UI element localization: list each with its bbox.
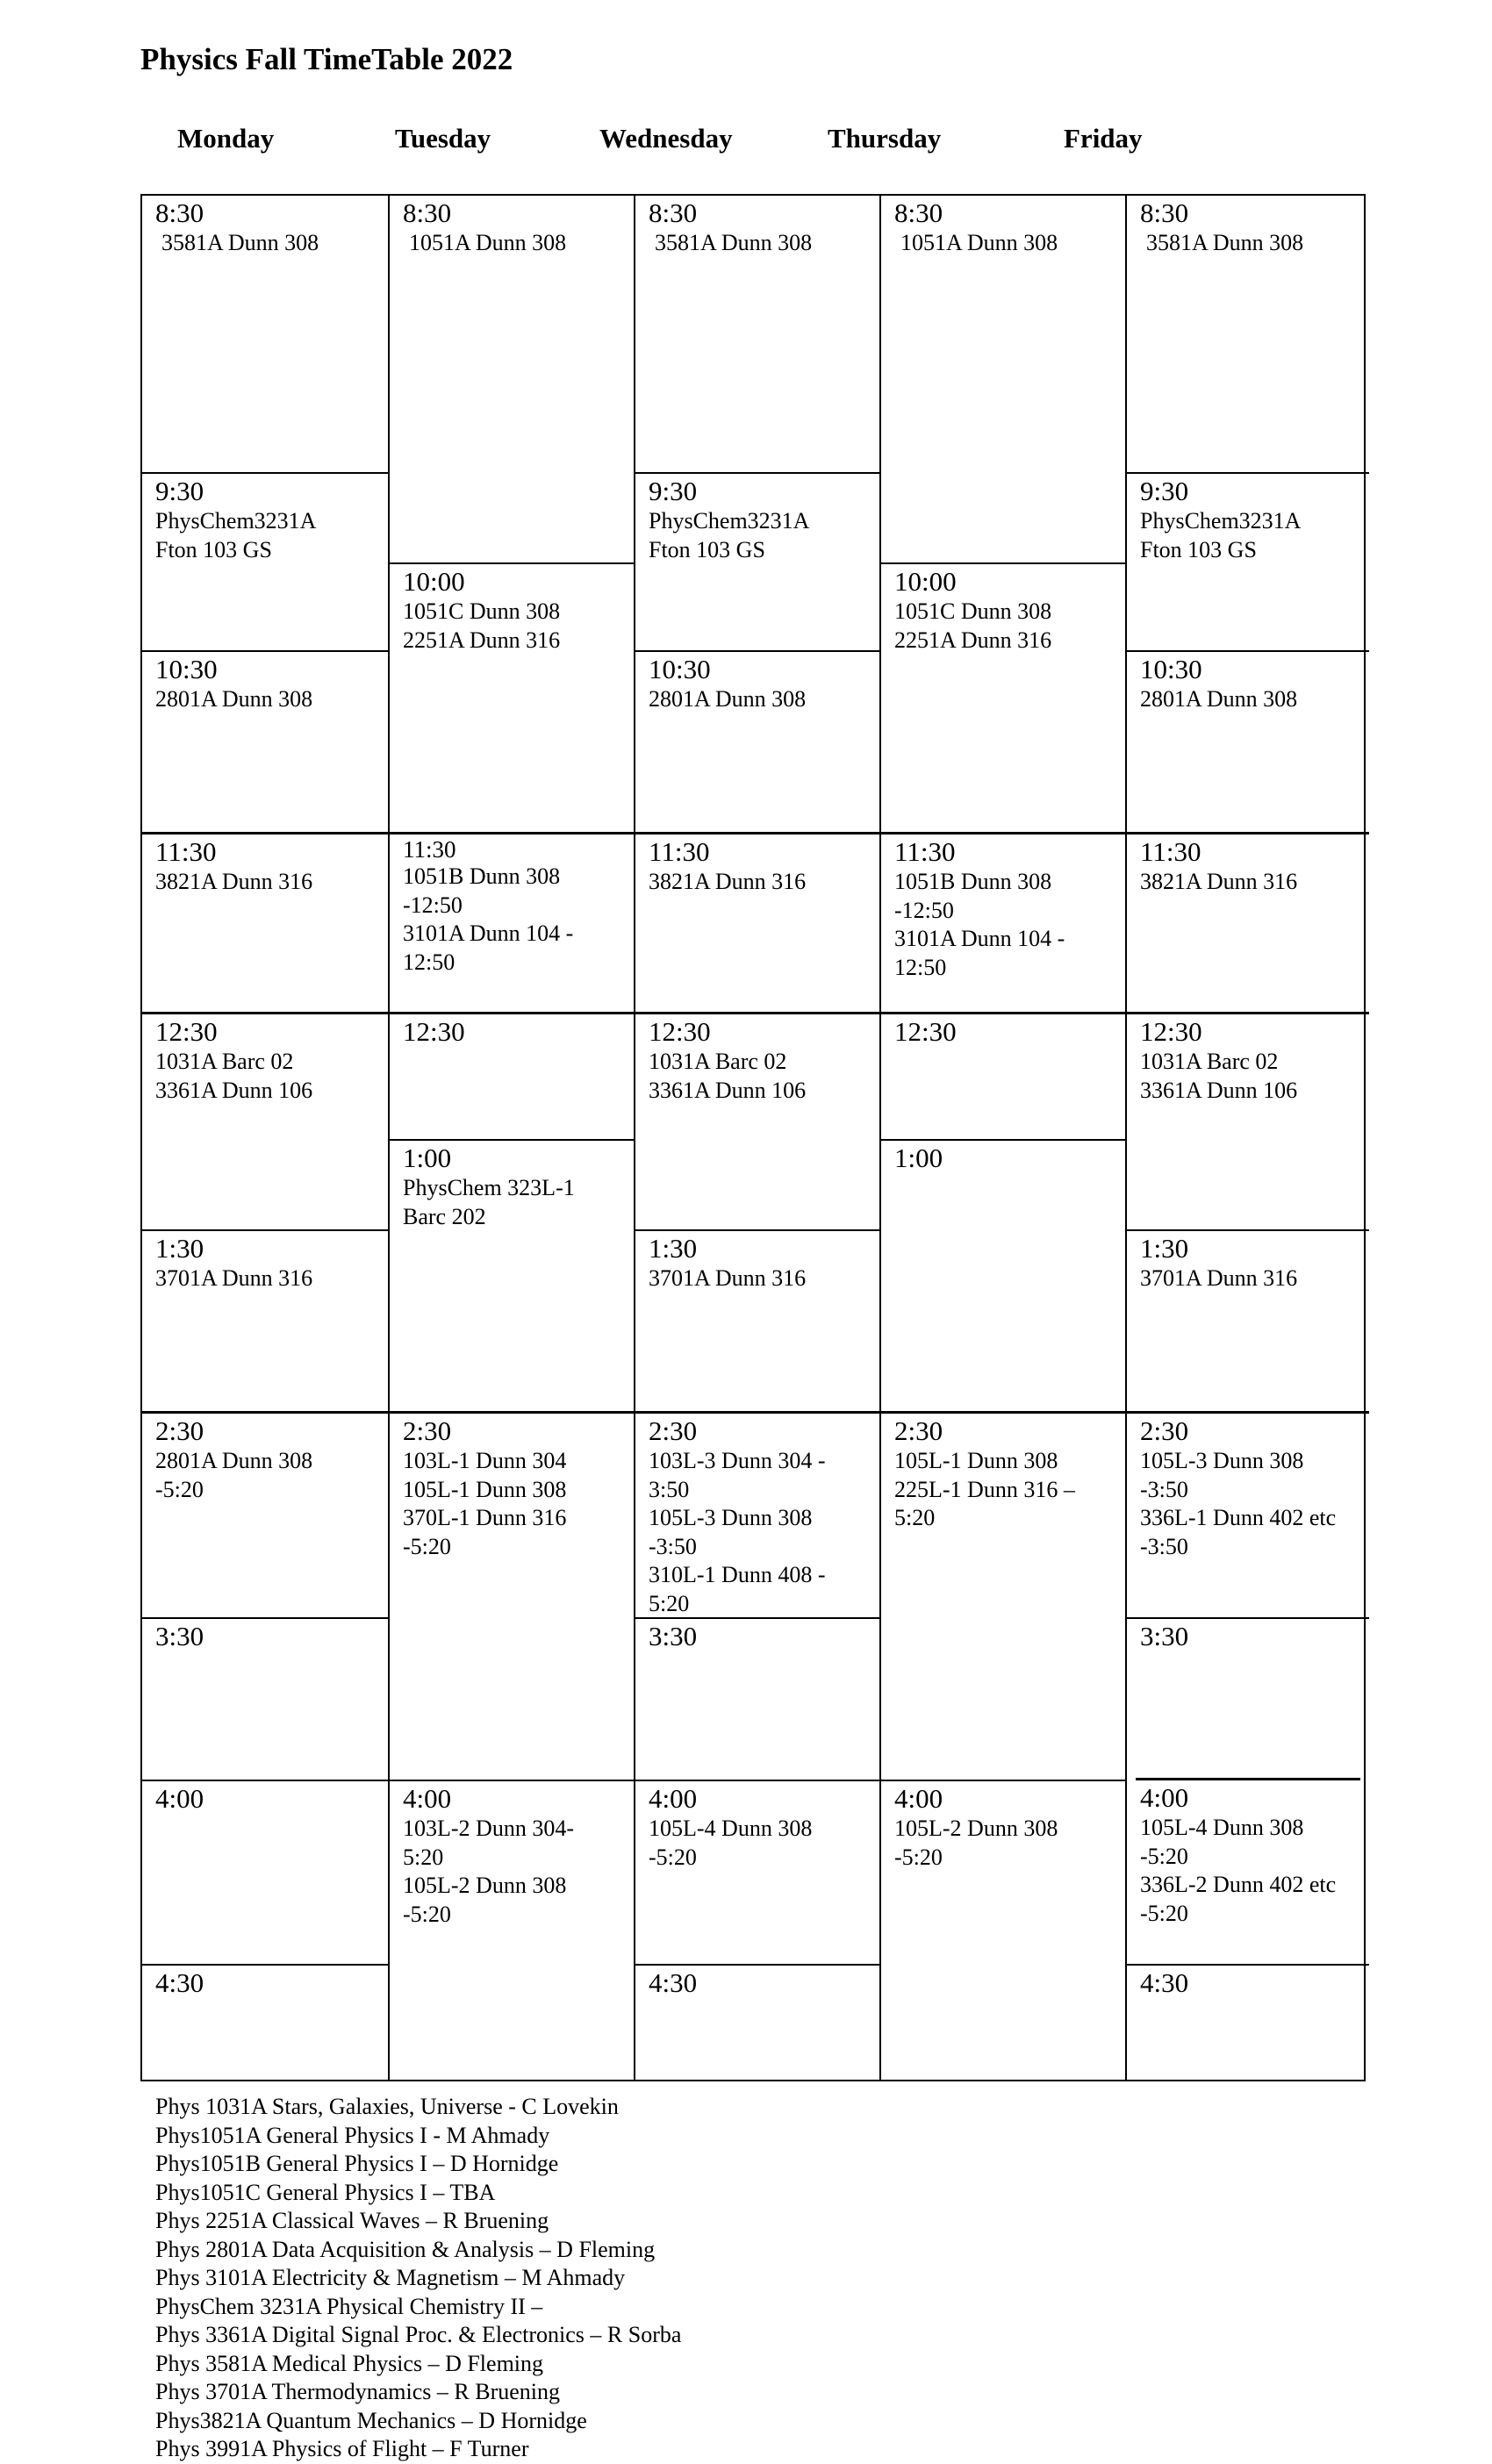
class-entry: 3361A Dunn 106 xyxy=(155,1077,313,1103)
slot-time: 8:30 xyxy=(649,197,698,228)
class-entry: -12:50 xyxy=(403,892,463,918)
time-slot xyxy=(390,1780,635,2079)
class-entry: 105L-4 Dunn 308 xyxy=(649,1816,813,1841)
class-entry: 3821A Dunn 316 xyxy=(155,869,313,894)
slot-time: 4:00 xyxy=(403,1783,452,1814)
legend-item: Phys 3101A Electricity & Magnetism – M Ahmady xyxy=(155,2265,626,2290)
slot-time: 3:30 xyxy=(155,1621,204,1651)
time-slot xyxy=(1127,1411,1369,1617)
class-entry: 105L-2 Dunn 308 xyxy=(894,1816,1058,1841)
slot-time: 9:30 xyxy=(1140,476,1189,506)
slot-time: 3:30 xyxy=(649,1621,698,1651)
class-entry: 3701A Dunn 316 xyxy=(1140,1265,1298,1291)
class-entry: -5:20 xyxy=(1140,1843,1188,1869)
slot-time: 2:30 xyxy=(403,1415,452,1446)
slot-time: 11:30 xyxy=(649,836,710,867)
slot-time: 2:30 xyxy=(894,1415,943,1446)
time-slot xyxy=(635,196,881,472)
time-slot xyxy=(142,1780,388,1964)
class-entry: 1051B Dunn 308 xyxy=(403,863,561,889)
time-slot xyxy=(390,1411,635,1780)
time-slot xyxy=(881,1139,1127,1411)
slot-time: 9:30 xyxy=(649,476,698,506)
class-entry: PhysChem3231A xyxy=(1140,508,1302,534)
slot-time: 11:30 xyxy=(1140,836,1201,867)
class-entry: 105L-3 Dunn 308 xyxy=(1140,1448,1304,1473)
slot-time: 2:30 xyxy=(1140,1415,1189,1446)
class-entry: 1051A Dunn 308 xyxy=(900,230,1058,255)
class-entry: 310L-1 Dunn 408 - xyxy=(649,1562,826,1587)
slot-time: 1:00 xyxy=(403,1142,452,1173)
slot-time: 4:00 xyxy=(155,1783,204,1814)
class-entry: Barc 202 xyxy=(403,1203,486,1229)
class-entry: 103L-1 Dunn 304 xyxy=(403,1448,567,1473)
legend-item: Phys1051B General Physics I – D Hornidge xyxy=(155,2151,559,2176)
time-slot xyxy=(881,1411,1127,1780)
time-slot xyxy=(1127,1229,1369,1411)
slot-time: 1:30 xyxy=(649,1233,698,1264)
course-legend xyxy=(155,2093,681,2464)
class-entry: -5:20 xyxy=(1140,1900,1188,1926)
legend-item: Phys 3361A Digital Signal Proc. & Electronics – R Sorba xyxy=(155,2322,682,2347)
class-entry: 336L-2 Dunn 402 etc xyxy=(1140,1872,1337,1897)
class-entry: 2801A Dunn 308 xyxy=(1140,686,1298,712)
class-entry: PhysChem3231A xyxy=(155,508,317,534)
slot-time: 8:30 xyxy=(894,197,943,228)
class-entry: -5:20 xyxy=(649,1844,697,1870)
slot-time: 4:30 xyxy=(155,1967,204,1998)
class-entry: -3:50 xyxy=(1140,1476,1188,1502)
class-entry: 2251A Dunn 316 xyxy=(403,627,561,653)
class-entry: 1051C Dunn 308 xyxy=(894,598,1052,624)
slot-time: 12:30 xyxy=(403,1016,465,1047)
day-column-thursday xyxy=(879,196,1127,2080)
time-slot xyxy=(635,650,881,832)
class-entry: 1031A Barc 02 xyxy=(155,1049,294,1074)
time-slot xyxy=(1136,1778,1360,1964)
legend-item: Phys3821A Quantum Mechanics – D Hornidge xyxy=(155,2407,587,2433)
class-entry: 103L-2 Dunn 304- xyxy=(403,1816,574,1841)
class-entry: 1051A Dunn 308 xyxy=(409,230,567,255)
slot-time: 10:30 xyxy=(155,654,218,684)
slot-time: 4:00 xyxy=(894,1783,943,1814)
class-entry: 103L-3 Dunn 304 - xyxy=(649,1448,826,1473)
time-slot xyxy=(1127,650,1369,832)
slot-time: 11:30 xyxy=(894,836,956,867)
class-entry: PhysChem3231A xyxy=(649,508,810,534)
class-entry: 105L-4 Dunn 308 xyxy=(1140,1815,1304,1840)
time-slot xyxy=(142,196,388,472)
class-entry: PhysChem 323L-1 xyxy=(403,1175,575,1200)
class-entry: 3361A Dunn 106 xyxy=(649,1077,807,1103)
class-entry: -3:50 xyxy=(1140,1533,1188,1559)
class-entry: 105L-2 Dunn 308 xyxy=(403,1873,567,1898)
class-entry: 1031A Barc 02 xyxy=(1140,1049,1279,1074)
class-entry: 3581A Dunn 308 xyxy=(655,230,813,255)
slot-time: 1:30 xyxy=(1140,1233,1189,1264)
slot-time: 11:30 xyxy=(155,836,217,867)
class-entry: 2801A Dunn 308 xyxy=(155,686,313,712)
class-entry: Fton 103 GS xyxy=(1140,536,1257,562)
class-entry: 2801A Dunn 308 xyxy=(155,1448,313,1473)
class-entry: 3101A Dunn 104 - xyxy=(403,920,574,946)
class-entry: 3:50 xyxy=(649,1476,690,1502)
slot-time: 12:30 xyxy=(1140,1016,1202,1047)
slot-time: 11:30 xyxy=(403,836,456,863)
legend-item: Phys 1031A Stars, Galaxies, Universe - C Lovekin xyxy=(155,2094,619,2119)
time-slot xyxy=(142,1964,388,2079)
time-slot xyxy=(881,1780,1127,2079)
class-entry: -5:20 xyxy=(403,1901,451,1927)
time-slot xyxy=(635,1229,881,1411)
slot-time: 9:30 xyxy=(155,476,204,506)
slot-time: 1:30 xyxy=(155,1233,204,1264)
slot-time: 10:00 xyxy=(403,566,465,597)
slot-time: 8:30 xyxy=(403,197,452,228)
time-slot xyxy=(390,832,635,1012)
class-entry: -5:20 xyxy=(403,1533,451,1559)
day-header-friday: Friday xyxy=(1064,123,1143,154)
slot-time: 10:30 xyxy=(1140,654,1202,684)
document-title: Physics Fall TimeTable 2022 xyxy=(140,42,513,76)
day-header-tuesday: Tuesday xyxy=(395,123,491,154)
time-slot xyxy=(1127,1617,1369,1778)
legend-item: Phys 2251A Classical Waves – R Bruening xyxy=(155,2208,549,2233)
time-slot xyxy=(635,472,881,650)
time-slot xyxy=(635,1411,881,1617)
time-slot xyxy=(390,562,635,832)
time-slot xyxy=(881,832,1127,1012)
time-slot xyxy=(142,1229,388,1411)
time-slot xyxy=(142,650,388,832)
class-entry: -3:50 xyxy=(649,1533,697,1559)
class-entry: -5:20 xyxy=(155,1476,204,1502)
class-entry: 225L-1 Dunn 316 – xyxy=(894,1476,1075,1502)
time-slot xyxy=(1127,1012,1369,1229)
time-slot xyxy=(390,1012,635,1139)
class-entry: 5:20 xyxy=(649,1590,690,1616)
class-entry: Fton 103 GS xyxy=(649,536,765,562)
slot-time: 12:30 xyxy=(155,1016,218,1047)
class-entry: 105L-3 Dunn 308 xyxy=(649,1505,813,1530)
slot-time: 1:00 xyxy=(894,1142,943,1173)
day-column-monday xyxy=(142,196,388,2080)
day-header-wednesday: Wednesday xyxy=(599,123,733,154)
time-slot xyxy=(635,832,881,1012)
class-entry: 3821A Dunn 316 xyxy=(1140,869,1298,894)
class-entry: 1031A Barc 02 xyxy=(649,1049,787,1074)
slot-time: 10:00 xyxy=(894,566,957,597)
time-slot xyxy=(881,562,1127,832)
class-entry: 3701A Dunn 316 xyxy=(649,1265,807,1291)
class-entry: 5:20 xyxy=(894,1505,936,1530)
legend-item: Phys 3581A Medical Physics – D Fleming xyxy=(155,2350,544,2376)
class-entry: 12:50 xyxy=(894,954,947,980)
class-entry: 3361A Dunn 106 xyxy=(1140,1077,1298,1103)
time-slot xyxy=(635,1012,881,1229)
time-slot xyxy=(1127,472,1369,650)
time-slot xyxy=(635,1780,881,1964)
slot-time: 8:30 xyxy=(155,197,204,228)
time-slot xyxy=(142,472,388,650)
legend-item: Phys1051C General Physics I – TBA xyxy=(155,2179,496,2205)
class-entry: 105L-1 Dunn 308 xyxy=(894,1448,1058,1473)
day-header-thursday: Thursday xyxy=(828,123,942,154)
slot-time: 4:00 xyxy=(1140,1782,1189,1813)
class-entry: 3581A Dunn 308 xyxy=(161,230,319,255)
class-entry: 336L-1 Dunn 402 etc xyxy=(1140,1505,1337,1530)
class-entry: 2251A Dunn 316 xyxy=(894,627,1052,653)
time-slot xyxy=(142,832,388,1012)
time-slot xyxy=(1127,196,1369,472)
time-slot xyxy=(881,196,1127,562)
time-slot xyxy=(142,1012,388,1229)
legend-item: Phys 3991A Physics of Flight – F Turner xyxy=(155,2436,529,2461)
class-entry: 1051B Dunn 308 xyxy=(894,869,1052,894)
class-entry: 5:20 xyxy=(403,1844,444,1870)
class-entry: -12:50 xyxy=(894,897,954,923)
slot-time: 2:30 xyxy=(155,1415,204,1446)
time-slot xyxy=(142,1617,388,1780)
legend-item: Phys 3701A Thermodynamics – R Bruening xyxy=(155,2379,561,2404)
timetable-grid xyxy=(140,194,1366,2081)
day-header-monday: Monday xyxy=(177,123,275,154)
legend-item: Phys 2801A Data Acquisition & Analysis – D Fleming xyxy=(155,2236,656,2262)
class-entry: 3821A Dunn 316 xyxy=(649,869,807,894)
slot-time: 8:30 xyxy=(1140,197,1189,228)
class-entry: 3701A Dunn 316 xyxy=(155,1265,313,1291)
slot-time: 4:30 xyxy=(1140,1967,1189,1998)
class-entry: 1051C Dunn 308 xyxy=(403,598,561,624)
class-entry: 12:50 xyxy=(403,949,455,975)
slot-time: 2:30 xyxy=(649,1415,698,1446)
day-column-tuesday xyxy=(388,196,635,2080)
time-slot xyxy=(390,196,635,562)
time-slot xyxy=(142,1411,388,1617)
class-entry: 3581A Dunn 308 xyxy=(1146,230,1304,255)
time-slot xyxy=(1127,832,1369,1012)
legend-item: Phys1051A General Physics I - M Ahmady xyxy=(155,2122,550,2148)
legend-item: PhysChem 3231A Physical Chemistry II – xyxy=(155,2293,543,2319)
class-entry: Fton 103 GS xyxy=(155,536,272,562)
day-column-friday xyxy=(1125,196,1369,2080)
class-entry: 3101A Dunn 104 - xyxy=(894,926,1065,951)
time-slot xyxy=(635,1617,881,1780)
class-entry: 2801A Dunn 308 xyxy=(649,686,807,712)
class-entry: 105L-1 Dunn 308 xyxy=(403,1476,567,1502)
slot-time: 4:30 xyxy=(649,1967,698,1998)
time-slot xyxy=(390,1139,635,1411)
slot-time: 12:30 xyxy=(649,1016,711,1047)
slot-time: 4:00 xyxy=(649,1783,698,1814)
day-column-wednesday xyxy=(634,196,881,2080)
time-slot xyxy=(635,1964,881,2079)
class-entry: 370L-1 Dunn 316 xyxy=(403,1505,567,1530)
slot-time: 12:30 xyxy=(894,1016,957,1047)
class-entry: -5:20 xyxy=(894,1844,943,1870)
time-slot xyxy=(881,1012,1127,1139)
slot-time: 10:30 xyxy=(649,654,711,684)
slot-time: 3:30 xyxy=(1140,1621,1189,1651)
time-slot xyxy=(1127,1964,1369,2079)
